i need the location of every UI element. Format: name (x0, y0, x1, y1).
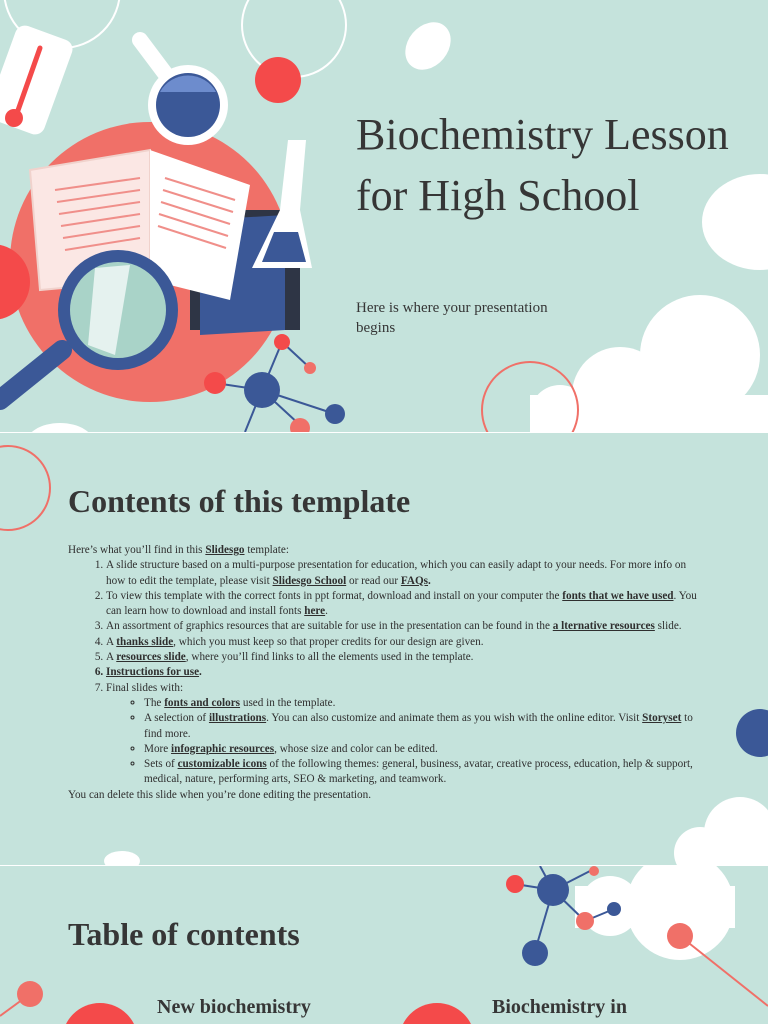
list-item: ◦ The fonts and colors used in the template. (144, 696, 708, 711)
slide-table-of-contents (0, 866, 768, 1024)
instructions-link[interactable]: Instructions for use (106, 666, 200, 679)
outline-circle-decoration (0, 446, 50, 530)
contents-outro: You can delete this slide when you’re done editing the presentation. (68, 788, 372, 801)
red-ball-decoration (255, 57, 301, 103)
leaf-decoration (396, 13, 460, 79)
illustrations-link[interactable]: illustrations (208, 712, 267, 725)
slide-contents (0, 433, 768, 865)
toc-heading: Table of contents (68, 916, 300, 952)
contents-intro: Here’s what you’ll find in this Slidesgo template: (68, 544, 289, 556)
final-slides-list (106, 696, 708, 788)
section-number-circle (62, 1003, 138, 1024)
list-item: 1. A slide structure based on a multi-purpose presentation for education, which you can easily adapt to your needs. For more info on how to edit the template, please visit Slidesgo School or read our FAQs. (106, 558, 708, 589)
cloud-decoration (674, 797, 768, 865)
cloud-decoration (575, 866, 735, 960)
fonts-here-link[interactable]: here (304, 605, 326, 618)
fonts-colors-link[interactable]: fonts and colors (164, 696, 241, 709)
thermometer-icon (0, 23, 75, 137)
alternative-resources-link[interactable]: a lternative resources (552, 620, 655, 633)
contents-list (68, 558, 708, 787)
cloud-decoration (25, 423, 95, 432)
infographic-resources-link[interactable]: infographic resources (171, 742, 275, 755)
fonts-used-link[interactable]: fonts that we have used (562, 589, 674, 602)
salmon-ball-decoration (667, 923, 693, 949)
line-decoration (680, 936, 768, 1006)
list-item: ◦ More infographic resources, whose size and color can be edited. (144, 742, 708, 757)
toc-section-2-title: Biochemistry in (492, 996, 627, 1018)
resources-slide-link[interactable]: resources slide (116, 651, 186, 664)
list-item: 5. A resources slide, where you’ll find links to all the elements used in the template. (106, 650, 708, 665)
thanks-slide-link[interactable]: thanks slide (116, 635, 174, 648)
list-item: 6. Instructions for use. (106, 665, 708, 680)
list-item: 4. A thanks slide, which you must keep so that proper credits for our design are given. (106, 635, 708, 650)
presentation-subtitle: Here is where your presentation begins (356, 300, 548, 336)
presentation-title: Biochemistry Lesson for High School (356, 110, 729, 220)
storyset-link[interactable]: Storyset (642, 712, 682, 725)
list-item: 3. An assortment of graphics resources that are suitable for use in the presentation can be found in the a lternative resources slide. (106, 619, 708, 634)
toc-section-1-title: New biochemistry (157, 996, 311, 1018)
slide-title (0, 0, 768, 432)
list-item: 2. To view this template with the correct fonts in ppt format, download and install on your computer the fonts that we have used. You can learn how to download and install fonts here. (106, 589, 708, 620)
list-item: ◦ A selection of illustrations. You can also customize and animate them as you wish with the online editor. Visit Storyset to find more. (144, 711, 708, 742)
list-item: 7. Final slides with: ◦ The fonts and colors used in the template. ◦ A selection of illustrations. You can also customize and animate them as you wish with the online editor. Visit Storyset to find more. ◦ More infographic resources, whose size and color can be edited. ◦ Sets of customizable icons of the following themes: general, business, avatar, creative process, education, help & support, medical, nature, performing arts, SEO & marketing, and teamwork. (106, 681, 708, 788)
contents-heading: Contents of this template (68, 483, 411, 519)
contents-body (68, 543, 708, 803)
cloud-decoration (104, 851, 140, 865)
customizable-icons-link[interactable]: customizable icons (177, 758, 267, 771)
list-item: ◦ Sets of customizable icons of the following themes: general, business, avatar, creative process, education, help & support, medical, nature, performing arts, SEO & marketing, and teamwork. (144, 757, 708, 788)
slidesgo-school-link[interactable]: Slidesgo School (272, 574, 347, 587)
salmon-ball-decoration (17, 981, 43, 1007)
section-number-circle (399, 1003, 475, 1024)
faqs-link[interactable]: FAQs (400, 574, 429, 587)
slidesgo-link[interactable]: Slidesgo (205, 544, 245, 556)
blue-ball-decoration (736, 709, 768, 757)
